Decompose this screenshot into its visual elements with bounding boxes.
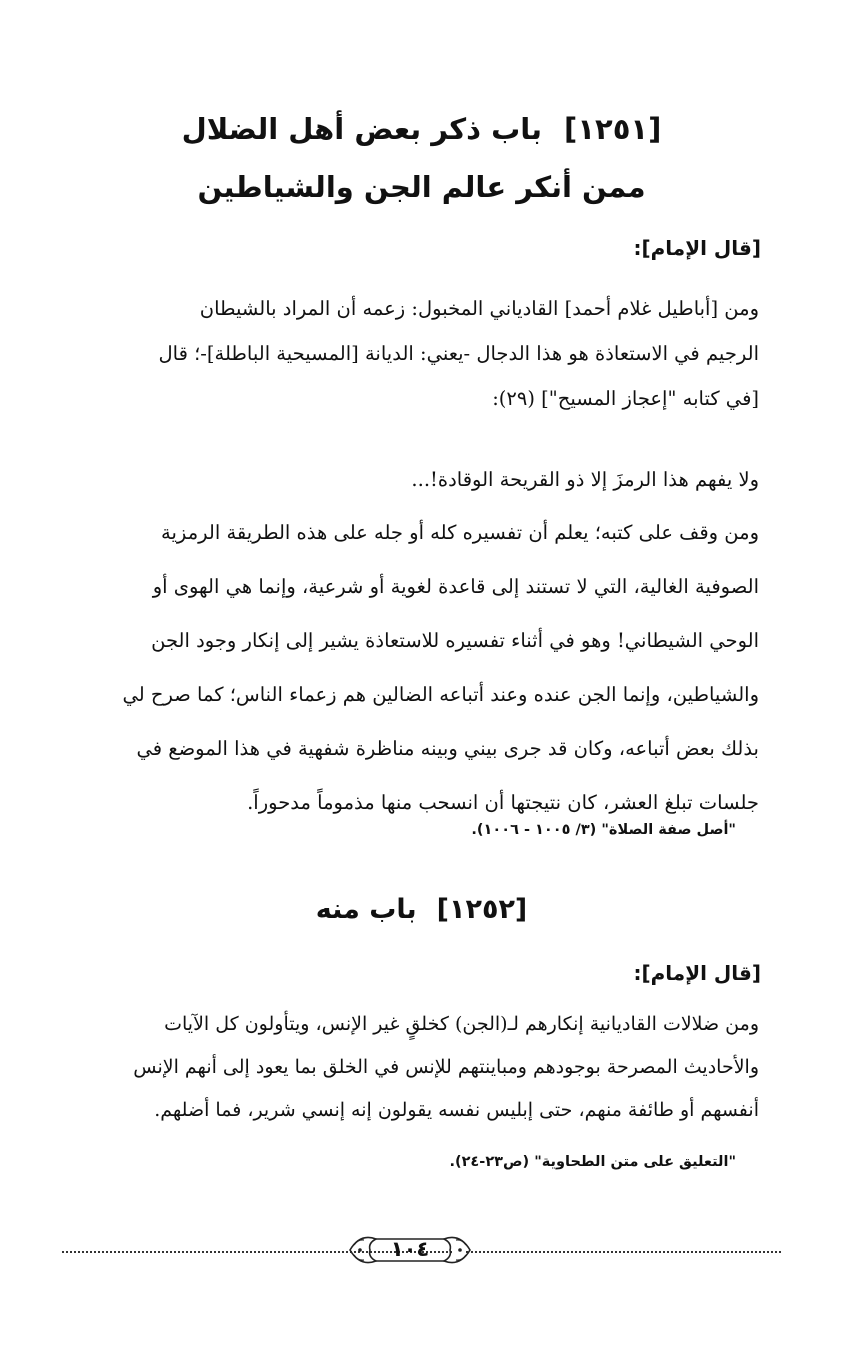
section-2-heading: باب منه [315,894,417,925]
page-number: ١٠٤ [390,1237,430,1261]
section-2-title [60,888,783,932]
paragraph-line: والشياطين، وإنما الجن عنده وعند أتباعه الضالين هم زعماء الناس؛ كما صرح لي [122,683,759,706]
paragraph-line: ومن ضلالات القاديانية إنكارهم لـ(الجن) كخلقٍ غير الإنس، ويتأولون كل الآيات [164,1013,759,1035]
paragraph-line: الصوفية الغالية، التي لا تستند إلى قاعدة لغوية أو شرعية، وإنما هي الهوى أو [152,575,759,598]
section-2-speaker: [قال الإمام]: [633,961,761,985]
section-1-paragraph-3 [62,506,759,830]
paragraph-line: ولا يفهم هذا الرمزَ إلا ذو القريحة الوقادة!... [411,468,759,491]
paragraph-line: ومن [أباطيل غلام أحمد] القادياني المخبول: زعمه أن المراد بالشيطان [199,297,759,320]
section-2-number: [١٢٥٢] [436,894,528,925]
paragraph-line: جلسات تبلغ العشر، كان نتيجتها أن انسحب منها مذموماً مدحوراً. [247,791,759,814]
section-1-heading-line-1: باب ذكر بعض أهل الضلال [181,112,543,146]
section-1-paragraph-2 [62,457,759,502]
section-1-source-citation: "أصل صفة الصلاة" (٣/ ١٠٠٥ - ١٠٠٦). [471,822,736,838]
paragraph-line: ومن وقف على كتبه؛ يعلم أن تفسيره كله أو جله على هذه الطريقة الرمزية [161,521,759,544]
section-1-title-line-1 [60,100,783,158]
section-1-paragraph-1 [62,286,759,421]
paragraph-line: أنفسهم أو طائفة منهم، حتى إبليس نفسه يقولون إنه إنسي شرير، فما أضلهم. [154,1099,759,1121]
section-1-heading-line-2: ممن أنكر عالم الجن والشياطين [197,170,646,204]
section-2-paragraph [62,1003,759,1132]
section-1-number: [١٢٥١] [564,112,662,146]
footer-rule-right [466,1251,781,1253]
section-2-source-citation: "التعليق على متن الطحاوية" (ص٢٣-٢٤). [449,1154,736,1170]
paragraph-line: والأحاديث المصرحة بوجودهم ومباينتهم للإنس في الخلق بما يعود إلى أنهم الإنس [133,1056,759,1078]
paragraph-line: بذلك بعض أتباعه، وكان قد جرى بيني وبينه مناظرة شفهية في هذا الموضع في [136,737,759,760]
paragraph-line: الوحي الشيطاني! وهو في أثناء تفسيره للاستعاذة يشير إلى إنكار وجود الجن [151,629,759,652]
section-1-title [60,100,783,216]
paragraph-line: الرجيم في الاستعاذة هو هذا الدجال -يعني: الديانة [المسيحية الباطلة]-؛ قال [158,342,759,365]
paragraph-line: [في كتابه "إعجاز المسيح"] (٢٩): [492,387,759,410]
page-number-ornament-icon [346,1231,474,1269]
section-1-speaker: [قال الإمام]: [633,236,761,260]
